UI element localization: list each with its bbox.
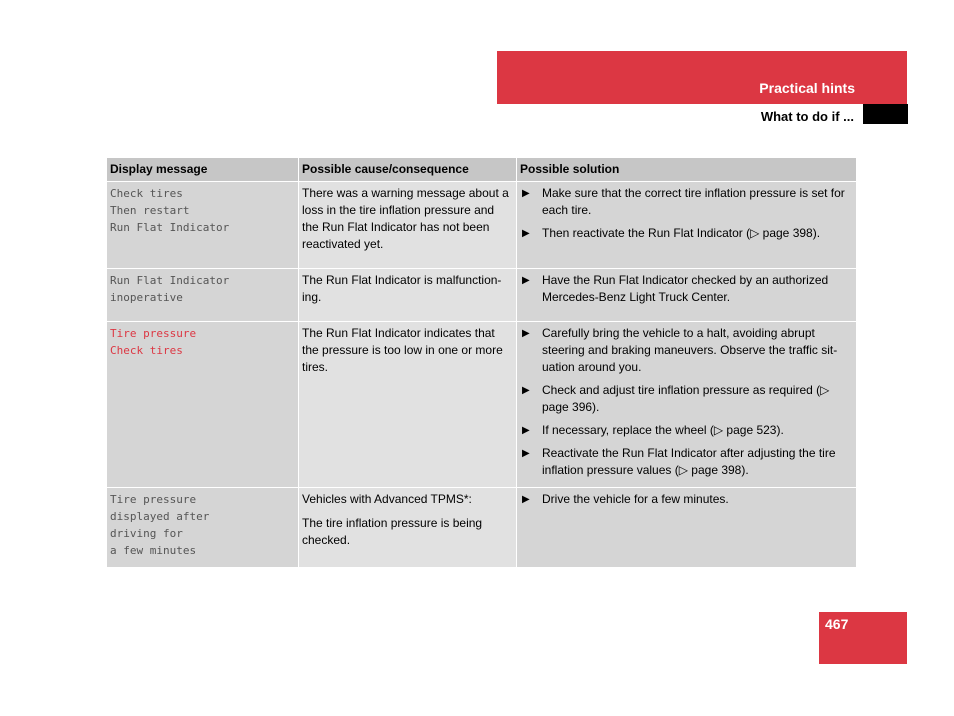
solution-item: ▶ Carefully bring the vehicle to a halt, avoiding abrupt steering and braking maneuvers. Observe the traffic sit-uation around you.: [522, 326, 838, 374]
cause-text: The Run Flat Indicator is malfunction-ing.: [302, 273, 502, 304]
cause-text: Vehicles with Advanced TPMS*:: [302, 492, 472, 506]
table-row: [107, 322, 856, 488]
page-number: 467: [825, 616, 849, 632]
solution-cell: [517, 322, 857, 488]
display-message-cell: [107, 322, 299, 488]
triangle-right-icon: ▶: [522, 385, 530, 396]
triangle-right-icon: ▶: [522, 425, 530, 436]
troubleshooting-table: [107, 158, 856, 567]
thumb-tab: [863, 104, 908, 124]
display-message-cell: [107, 269, 299, 322]
solution-cell: [517, 269, 857, 322]
cause-cell: [299, 182, 517, 269]
cause-cell: [299, 322, 517, 488]
triangle-right-icon: ▶: [522, 188, 530, 199]
solution-cell: [517, 488, 857, 568]
section-tab: [497, 51, 907, 104]
cause-text: The tire inflation pressure is being checked.: [302, 516, 483, 547]
cause-text: There was a warning message about a loss in the tire inflation pressure and the Run Flat Indicator has not been reactivated yet.: [302, 186, 509, 251]
display-message-cell: [107, 488, 299, 568]
triangle-right-icon: ▶: [522, 448, 530, 459]
triangle-right-icon: ▶: [522, 228, 530, 239]
section-title: Practical hints: [759, 80, 855, 96]
triangle-right-icon: ▶: [522, 328, 530, 339]
solution-item: ▶ Drive the vehicle for a few minutes.: [522, 492, 729, 506]
table-header-row: [107, 158, 856, 182]
cause-cell: [299, 488, 517, 568]
triangle-right-icon: ▶: [522, 275, 530, 286]
table-row: [107, 269, 856, 322]
display-message: Tire pressure displayed after driving for a few minutes: [110, 493, 210, 557]
cause-cell: [299, 269, 517, 322]
cause-text: The Run Flat Indicator indicates that the pressure is too low in one or more tires.: [302, 326, 503, 374]
display-message: Run Flat Indicator inoperative: [110, 274, 230, 304]
column-header-display-message: Display message: [107, 158, 299, 182]
solution-item: ▶ Reactivate the Run Flat Indicator after adjusting the tire inflation pressure values (▷ page 398).: [522, 446, 836, 477]
solution-item: ▶ Then reactivate the Run Flat Indicator (▷ page 398).: [522, 226, 821, 240]
triangle-right-icon: ▶: [522, 494, 530, 505]
column-header-cause: Possible cause/consequence: [299, 158, 517, 182]
table-row: [107, 488, 856, 568]
table-row: [107, 182, 856, 269]
display-message: Check tires Then restart Run Flat Indicator: [110, 187, 230, 234]
solution-item: ▶ If necessary, replace the wheel (▷ page 523).: [522, 423, 784, 437]
display-message: Tire pressure Check tires: [110, 327, 197, 357]
solution-cell: [517, 182, 857, 269]
solution-item: ▶ Make sure that the correct tire inflation pressure is set for each tire.: [522, 186, 845, 217]
display-message-cell: [107, 182, 299, 269]
column-header-solution: Possible solution: [517, 158, 857, 182]
subsection-title: What to do if ...: [760, 109, 854, 124]
solution-item: ▶ Check and adjust tire inflation pressure as required (▷ page 396).: [522, 383, 830, 414]
solution-item: ▶ Have the Run Flat Indicator checked by an authorized Mercedes-Benz Light Truck Center.: [522, 273, 829, 304]
